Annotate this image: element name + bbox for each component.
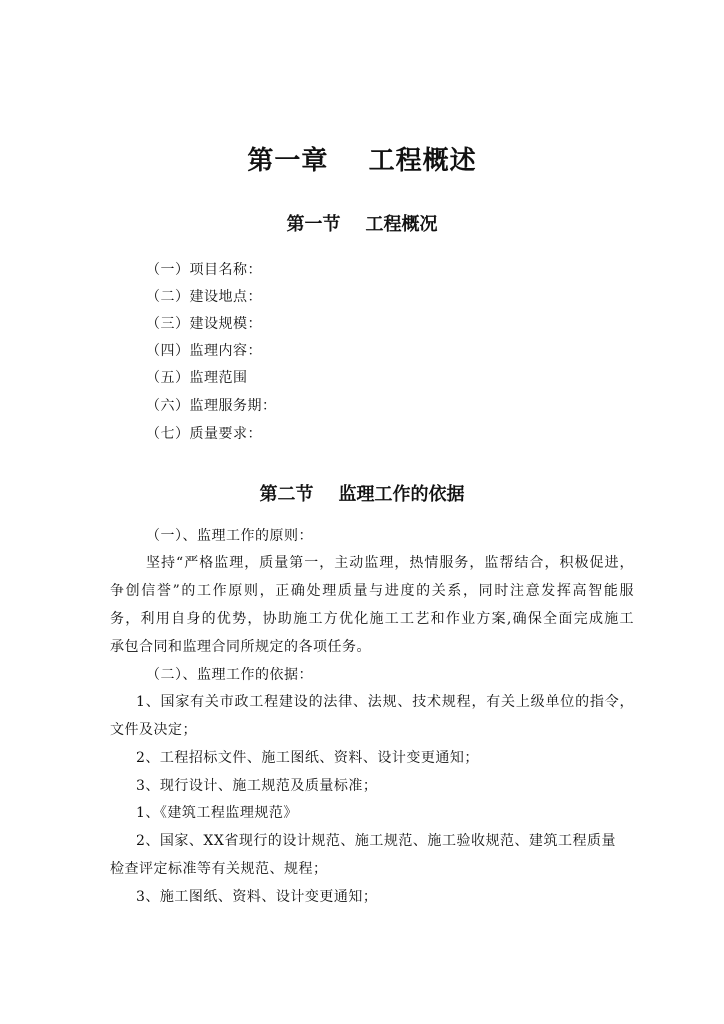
principle-line: 争创信誉”的工作原则，正确处理质量与进度的关系，同时注意发挥高智能服 bbox=[110, 583, 634, 599]
overview-item-project-name: （一）项目名称： bbox=[146, 262, 262, 278]
basis-heading: （二）、监理工作的依据： bbox=[146, 667, 313, 683]
basis-line: 3、现行设计、施工规范及质量标准； bbox=[136, 778, 378, 794]
basis-line: 2、工程招标文件、施工图纸、资料、设计变更通知； bbox=[136, 750, 479, 766]
principle-line: 承包合同和监理合同所规定的各项任务。 bbox=[110, 639, 371, 655]
overview-item-scale: （三）建设规模： bbox=[146, 316, 262, 332]
basis-line: 检查评定标准等有关规范、规程； bbox=[110, 861, 328, 877]
basis-line: 1、国家有关市政工程建设的法律、法规、技术规程，有关上级单位的指令， bbox=[136, 694, 634, 710]
principle-heading: （一）、监理工作的原则： bbox=[146, 528, 313, 544]
overview-item-location: （二）建设地点： bbox=[146, 289, 262, 305]
basis-line: 3、施工图纸、资料、设计变更通知； bbox=[136, 889, 378, 905]
overview-item-quality: （七）质量要求： bbox=[146, 426, 262, 442]
overview-item-content: （四）监理内容： bbox=[146, 343, 262, 359]
overview-item-scope: （五）监理范围 bbox=[146, 370, 248, 386]
section-title-basis: 第二节 监理工作的依据 bbox=[259, 484, 465, 505]
principle-line: 坚持“严格监理，质量第一，主动监理，热情服务，监帮结合，积极促进， bbox=[146, 555, 634, 571]
basis-line: 2、国家、XX省现行的设计规范、施工规范、施工验收规范、建筑工程质量 bbox=[136, 833, 616, 849]
chapter-title: 第一章 工程概述 bbox=[247, 146, 477, 176]
basis-line: 文件及决定； bbox=[110, 722, 197, 738]
basis-line: 1、《建筑工程监理规范》 bbox=[136, 805, 298, 821]
principle-line: 务，利用自身的优势，协助施工方优化施工工艺和作业方案,确保全面完成施工 bbox=[110, 611, 634, 627]
overview-item-service-period: （六）监理服务期： bbox=[146, 398, 277, 414]
section-title-overview: 第一节 工程概况 bbox=[286, 214, 438, 235]
